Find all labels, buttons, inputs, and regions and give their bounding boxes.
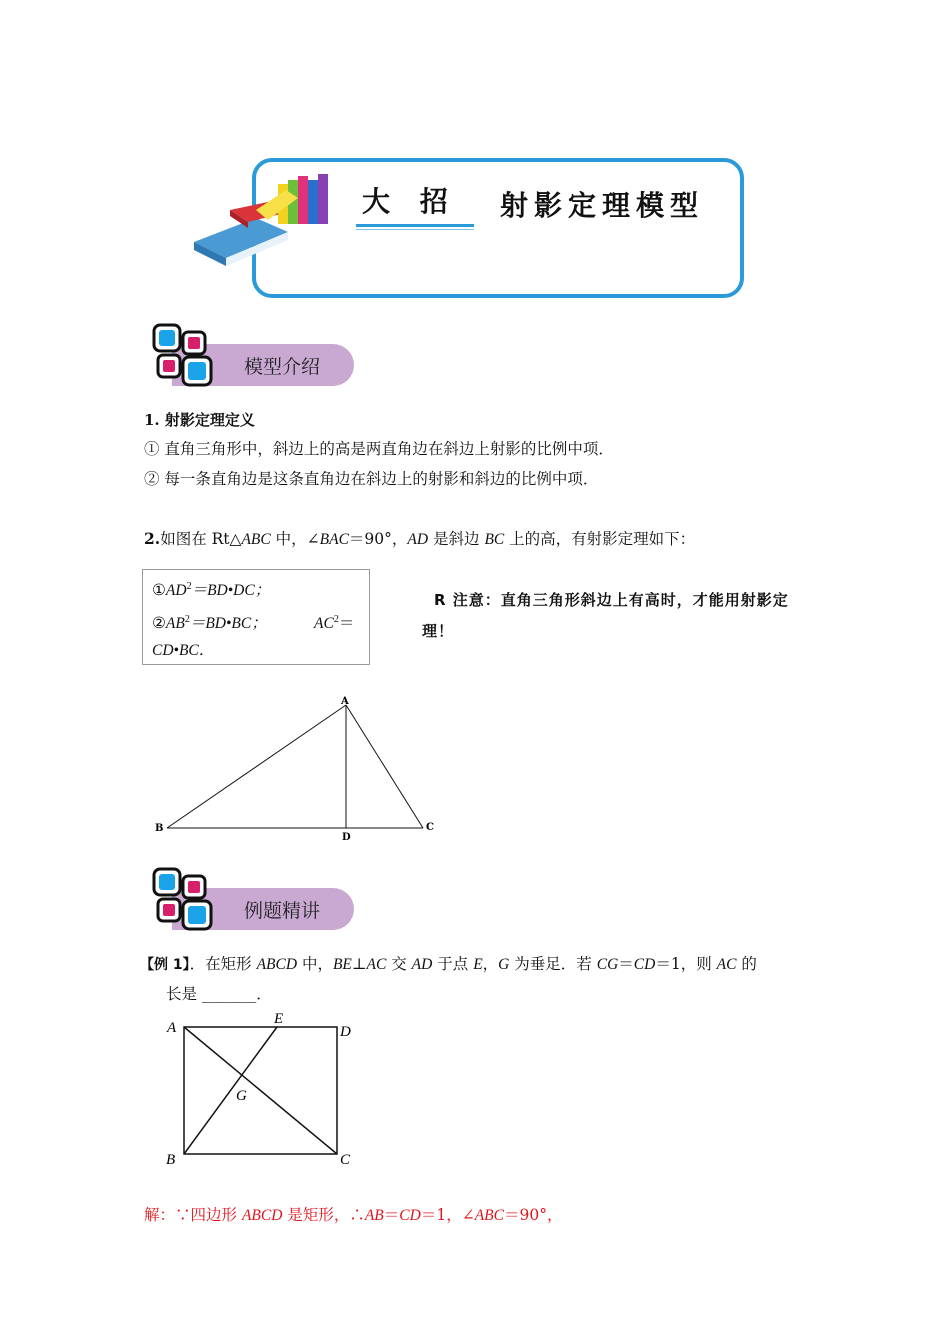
ex-text-d: 于点 xyxy=(432,955,474,973)
formula-2 xyxy=(152,609,267,635)
intro-text-c: ＝90°， xyxy=(348,530,408,548)
sol-text-d: ＝1，∠ xyxy=(420,1206,475,1224)
solution-line-1 xyxy=(144,1204,562,1227)
ex-text-f: 为垂足．若 xyxy=(509,955,597,973)
sol-abcd: ABCD xyxy=(241,1207,283,1224)
formula-1-rhs: ＝BD•DC； xyxy=(191,582,271,600)
side-ac xyxy=(346,705,423,828)
example-1-tag: 【例 1】 xyxy=(140,957,190,973)
formula-1-sup: 2 xyxy=(186,581,192,592)
ex-line2-text: 长是 xyxy=(166,985,202,1003)
intro-text-b: 中，∠ xyxy=(270,530,320,548)
sol-text-e: ＝90°， xyxy=(503,1206,563,1224)
ex-text-c: 交 xyxy=(386,955,412,973)
formula-3a xyxy=(314,609,354,635)
diagonal-ac xyxy=(184,1027,337,1154)
ex-cg: CG xyxy=(596,956,619,973)
intro-bac: BAC xyxy=(319,531,349,548)
theorem-number: 2. xyxy=(144,529,161,548)
theorem-intro xyxy=(144,528,695,551)
formula-3-rhs: CD•BC． xyxy=(152,642,215,659)
ex-ac2: AC xyxy=(716,956,737,973)
sol-text-c: ＝ xyxy=(383,1206,400,1224)
triangle-figure xyxy=(148,690,448,846)
ex-text-b: 中， xyxy=(297,955,333,973)
formula-3-lhs: AC xyxy=(314,615,334,633)
sol-cd: CD xyxy=(399,1207,421,1224)
ex-ad: AD xyxy=(411,956,433,973)
section-title-examples: 例题精讲 xyxy=(244,900,321,922)
formula-2-rhs: ＝BD•BC； xyxy=(189,615,267,633)
label-b: B xyxy=(155,823,164,834)
formula-3-sup: 2 xyxy=(333,614,339,625)
ex-e: E xyxy=(473,956,483,973)
label-g: G xyxy=(236,1088,247,1104)
sol-abc: ABC xyxy=(474,1207,504,1224)
label-d: D xyxy=(340,1024,351,1040)
intro-abc: ABC xyxy=(241,531,271,548)
ex-text-a: ．在矩形 xyxy=(189,955,257,973)
formula-3b xyxy=(152,640,214,662)
books-icon xyxy=(186,170,346,270)
formula-2-lhs: AB xyxy=(165,615,185,633)
rectangle-figure xyxy=(160,1006,360,1174)
answer-blank[interactable]: _______ xyxy=(201,985,257,1003)
side-ab xyxy=(167,705,346,828)
formula-3-eq: ＝ xyxy=(338,615,355,633)
label-a: A xyxy=(341,696,349,707)
banner-title-right: 射影定理模型 xyxy=(500,189,705,222)
intro-text-a: 如图在 Rt△ xyxy=(160,530,242,548)
sol-ab: AB xyxy=(364,1207,384,1224)
sol-text-a: 解：∵四边形 xyxy=(144,1206,242,1224)
banner-title-left: 大 招 xyxy=(362,185,458,218)
note-line-1 xyxy=(434,585,789,615)
ex-cd: CD xyxy=(633,956,656,973)
label-e: E xyxy=(274,1011,284,1027)
ex-text-e: ， xyxy=(482,955,499,973)
example-1-text xyxy=(140,953,757,976)
label-b: B xyxy=(166,1152,176,1168)
label-c: C xyxy=(340,1152,351,1168)
formula-2-sup: 2 xyxy=(184,614,190,625)
intro-bc: BC xyxy=(484,531,505,548)
ex-ac: AC xyxy=(366,956,387,973)
grid-icon xyxy=(150,866,216,932)
ex-be: BE xyxy=(332,956,352,973)
definition-item-1: ① 直角三角形中，斜边上的高是两直角边在斜边上射影的比例中项． xyxy=(144,440,614,458)
ex-text-i: 的 xyxy=(736,955,757,973)
section-title-intro: 模型介绍 xyxy=(244,356,321,378)
formula-1 xyxy=(152,576,270,602)
formula-1-lhs: AD xyxy=(165,582,187,600)
intro-text-e: 上的高，有射影定理如下： xyxy=(504,530,696,548)
formula-2-prefix: ② xyxy=(152,615,166,633)
note-marker: R xyxy=(434,591,447,609)
segment-be xyxy=(184,1027,277,1154)
banner-underline xyxy=(356,224,474,227)
definition-heading: 1. 射影定理定义 xyxy=(144,411,255,429)
label-d: D xyxy=(342,832,351,843)
ex-line2-end: ． xyxy=(256,985,272,1003)
intro-text-d: 是斜边 xyxy=(428,530,485,548)
formula-1-prefix: ① xyxy=(152,582,166,600)
note-text-1: 注意：直角三角形斜边上有高时，才能用射影定 xyxy=(446,591,789,609)
label-c: C xyxy=(426,822,434,833)
note-line-2: 理！ xyxy=(422,622,455,640)
ex-perp: ⊥ xyxy=(351,955,367,973)
banner-underline-thin xyxy=(356,229,474,230)
label-a: A xyxy=(167,1020,177,1036)
intro-ad: AD xyxy=(407,531,429,548)
ex-text-g: ＝ xyxy=(618,955,634,973)
ex-g: G xyxy=(498,956,510,973)
definition-item-2: ② 每一条直角边是这条直角边在斜边上的射影和斜边的比例中项． xyxy=(144,470,599,488)
ex-abcd: ABCD xyxy=(256,956,298,973)
sol-text-b: 是矩形，∴ xyxy=(282,1206,365,1224)
example-1-line2 xyxy=(166,983,272,1005)
ex-text-h: ＝1，则 xyxy=(655,955,717,973)
grid-icon xyxy=(150,322,216,388)
